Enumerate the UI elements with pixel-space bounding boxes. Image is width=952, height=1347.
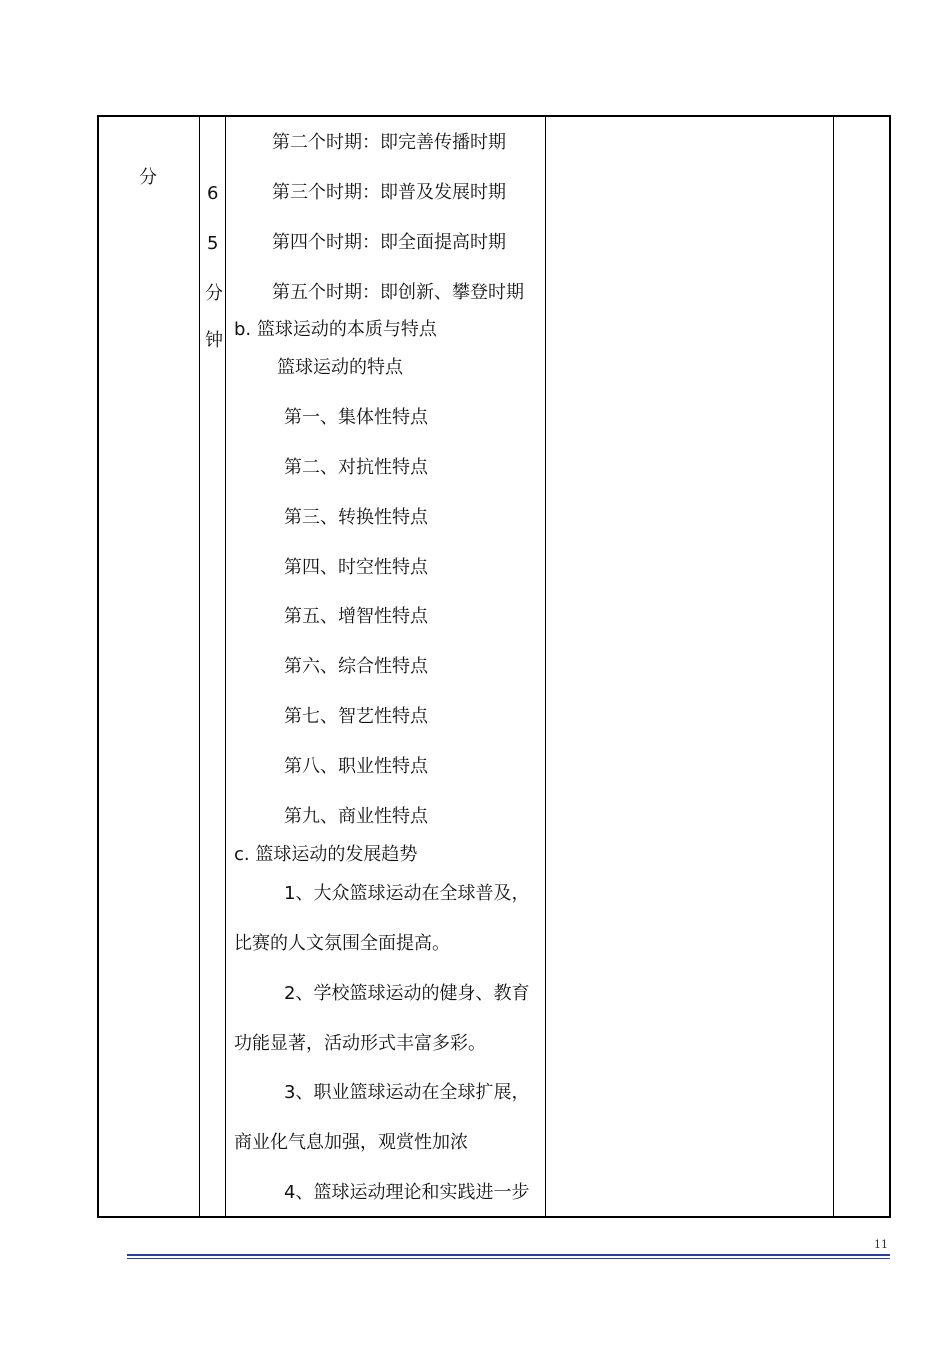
time-char: 5 — [207, 233, 219, 254]
time-char: 分 — [205, 283, 223, 304]
feature-item: 第六、综合性特点 — [284, 656, 428, 677]
features-heading: 篮球运动的特点 — [277, 357, 403, 378]
trend-line: 比赛的人文氛围全面提高。 — [234, 933, 450, 954]
feature-item: 第五、增智性特点 — [284, 606, 428, 627]
trend-line: 4、篮球运动理论和实践进一步 — [284, 1182, 530, 1203]
lesson-plan-table — [97, 115, 891, 1218]
feature-item: 第九、商业性特点 — [284, 806, 428, 827]
trend-line: 商业化气息加强，观赏性加浓 — [234, 1132, 468, 1153]
feature-item: 第二、对抗性特点 — [284, 457, 428, 478]
feature-item: 第八、职业性特点 — [284, 756, 428, 777]
trend-line: 3、职业篮球运动在全球扩展， — [284, 1082, 530, 1103]
trend-line: 1、大众篮球运动在全球普及， — [284, 883, 530, 904]
period-line: 第二个时期：即完善传播时期 — [272, 132, 506, 153]
feature-item: 第四、时空性特点 — [284, 557, 428, 578]
time-char: 钟 — [205, 330, 223, 351]
column-divider — [199, 117, 200, 1216]
feature-item: 第七、智艺性特点 — [284, 706, 428, 727]
footer-rule — [127, 1258, 890, 1259]
column-divider — [545, 117, 546, 1216]
trend-line: 2、学校篮球运动的健身、教育 — [284, 983, 530, 1004]
footer-rule — [127, 1254, 890, 1256]
page-number: 11 — [874, 1238, 888, 1251]
column-1-text: 分 — [139, 167, 157, 188]
period-line: 第五个时期：即创新、攀登时期 — [272, 282, 524, 303]
section-c-heading: c. 篮球运动的发展趋势 — [234, 844, 418, 865]
section-b-heading: b. 篮球运动的本质与特点 — [234, 319, 437, 340]
feature-item: 第三、转换性特点 — [284, 507, 428, 528]
column-divider — [833, 117, 834, 1216]
feature-item: 第一、集体性特点 — [284, 407, 428, 428]
time-char: 6 — [207, 183, 219, 204]
column-divider — [225, 117, 226, 1216]
period-line: 第三个时期：即普及发展时期 — [272, 182, 506, 203]
period-line: 第四个时期：即全面提高时期 — [272, 232, 506, 253]
trend-line: 功能显著，活动形式丰富多彩。 — [234, 1033, 486, 1054]
